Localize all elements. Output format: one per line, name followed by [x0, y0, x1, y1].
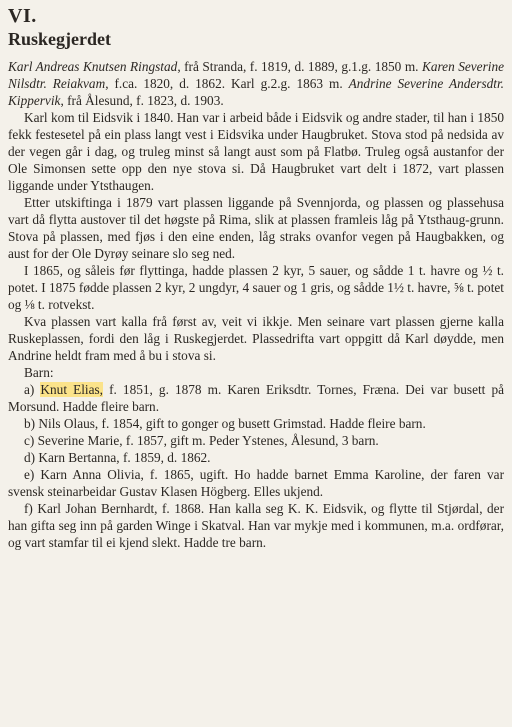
paragraph-history: Karl kom til Eidsvik i 1840. Han var i arbeid både i Eidsvik og andre stader, til han i 1850 fekk festesetel på ein plass langt vest i Eidsvika under Haugbruket. Stova stod på nedsida av der vegen går i dag, og truleg minst så langt aust som på Flatbø. Truleg også austanfor der Ole Simonsen sette opp den nye stova si. Då Haugbruket vart delt i 1872, vart plassen liggande under Ytsthaugen. [8, 110, 504, 193]
wife2-info: , frå Ålesund, f. 1823, d. 1903. [60, 93, 224, 108]
child-entry-b: b) Nils Olaus, f. 1854, gift to gonger og busett Grimstad. Hadde fleire barn. [24, 416, 426, 431]
chapter-number: VI. [8, 5, 37, 27]
child-entry-a [8, 381, 504, 415]
paragraph-name: Kva plassen vart kalla frå først av, veit vi ikkje. Men seinare vart plassen gjerne kalla Ruskeplassen, fordi den låg i Ruskegjerdet. Plassedrifta vart oppgitt då Karl døydde, men Andrine heldt fram med å bu i stova si. [8, 314, 504, 363]
wife1-name: Karen Severine Nilsdtr. Reiakvam [8, 59, 504, 91]
child-entry-e: e) Karn Anna Olivia, f. 1865, ugift. Ho hadde barnet Emma Karoline, der faren var svensk steinarbeidar Gustav Klasen Högberg. Elles ukjend. [8, 467, 504, 499]
children-heading: Barn: [24, 365, 54, 380]
chapter-heading: Ruskegjerdet [8, 29, 111, 49]
paragraph-relocation: Etter utskiftinga i 1879 vart plassen liggande på Svennjorda, og plassen og plassehusa vart då flytta austover til det høgste på Rima, slik at plassen framleis låg på Ytsthaug-grunn. Stova på plassen, med fjøs i den eine enden, låg straks ovanfor vegen på Haugbakken, og aust for der Ole Dyrøy seinare slo seg ned. [8, 195, 504, 261]
child-entry-f: f) Karl Johan Bernhardt, f. 1868. Han kalla seg K. K. Eidsvik, og flytte til Stjørdal, der han gifta seg inn på garden Winge i Skatval. Han var mykje med i kommunen, m.a. ordførar, og vart stamfar til ei kjend slekt. Hadde tre barn. [8, 501, 504, 550]
child-entry-d: d) Karn Bertanna, f. 1859, d. 1862. [24, 450, 211, 465]
wife1-info: , f.ca. 1820, d. 1862. Karl g.2.g. 1863 m. [105, 76, 349, 91]
text-column [8, 4, 504, 551]
child-entry-c: c) Severine Marie, f. 1857, gift m. Peder Ystenes, Ålesund, 3 barn. [24, 433, 379, 448]
paragraph-livestock: I 1865, og såleis før flyttinga, hadde plassen 2 kyr, 5 sauer, og sådde 1 t. havre og ½ t. potet. I 1875 fødde plassen 2 kyr, 2 ungdyr, 4 sauer og 1 gris, og sådde 1½ t. havre, ⅝ t. potet og ⅛ t. rotvekst. [8, 263, 504, 312]
husband-info: , frå Stranda, f. 1819, d. 1889, g.1.g. 1850 m. [177, 59, 422, 74]
husband-name: Karl Andreas Knutsen Ringstad [8, 59, 178, 74]
child-a-prefix: a) [24, 382, 41, 397]
highlighted-name: Knut Elias, [40, 382, 104, 397]
wife2-name: Andrine Severine Andersdtr. Kippervik [8, 76, 504, 108]
intro-paragraph [8, 58, 504, 109]
child-a-text: f. 1851, g. 1878 m. Karen Eriksdtr. Tornes, Fræna. Dei var busett på Morsund. Hadde fleire barn. [8, 382, 504, 414]
